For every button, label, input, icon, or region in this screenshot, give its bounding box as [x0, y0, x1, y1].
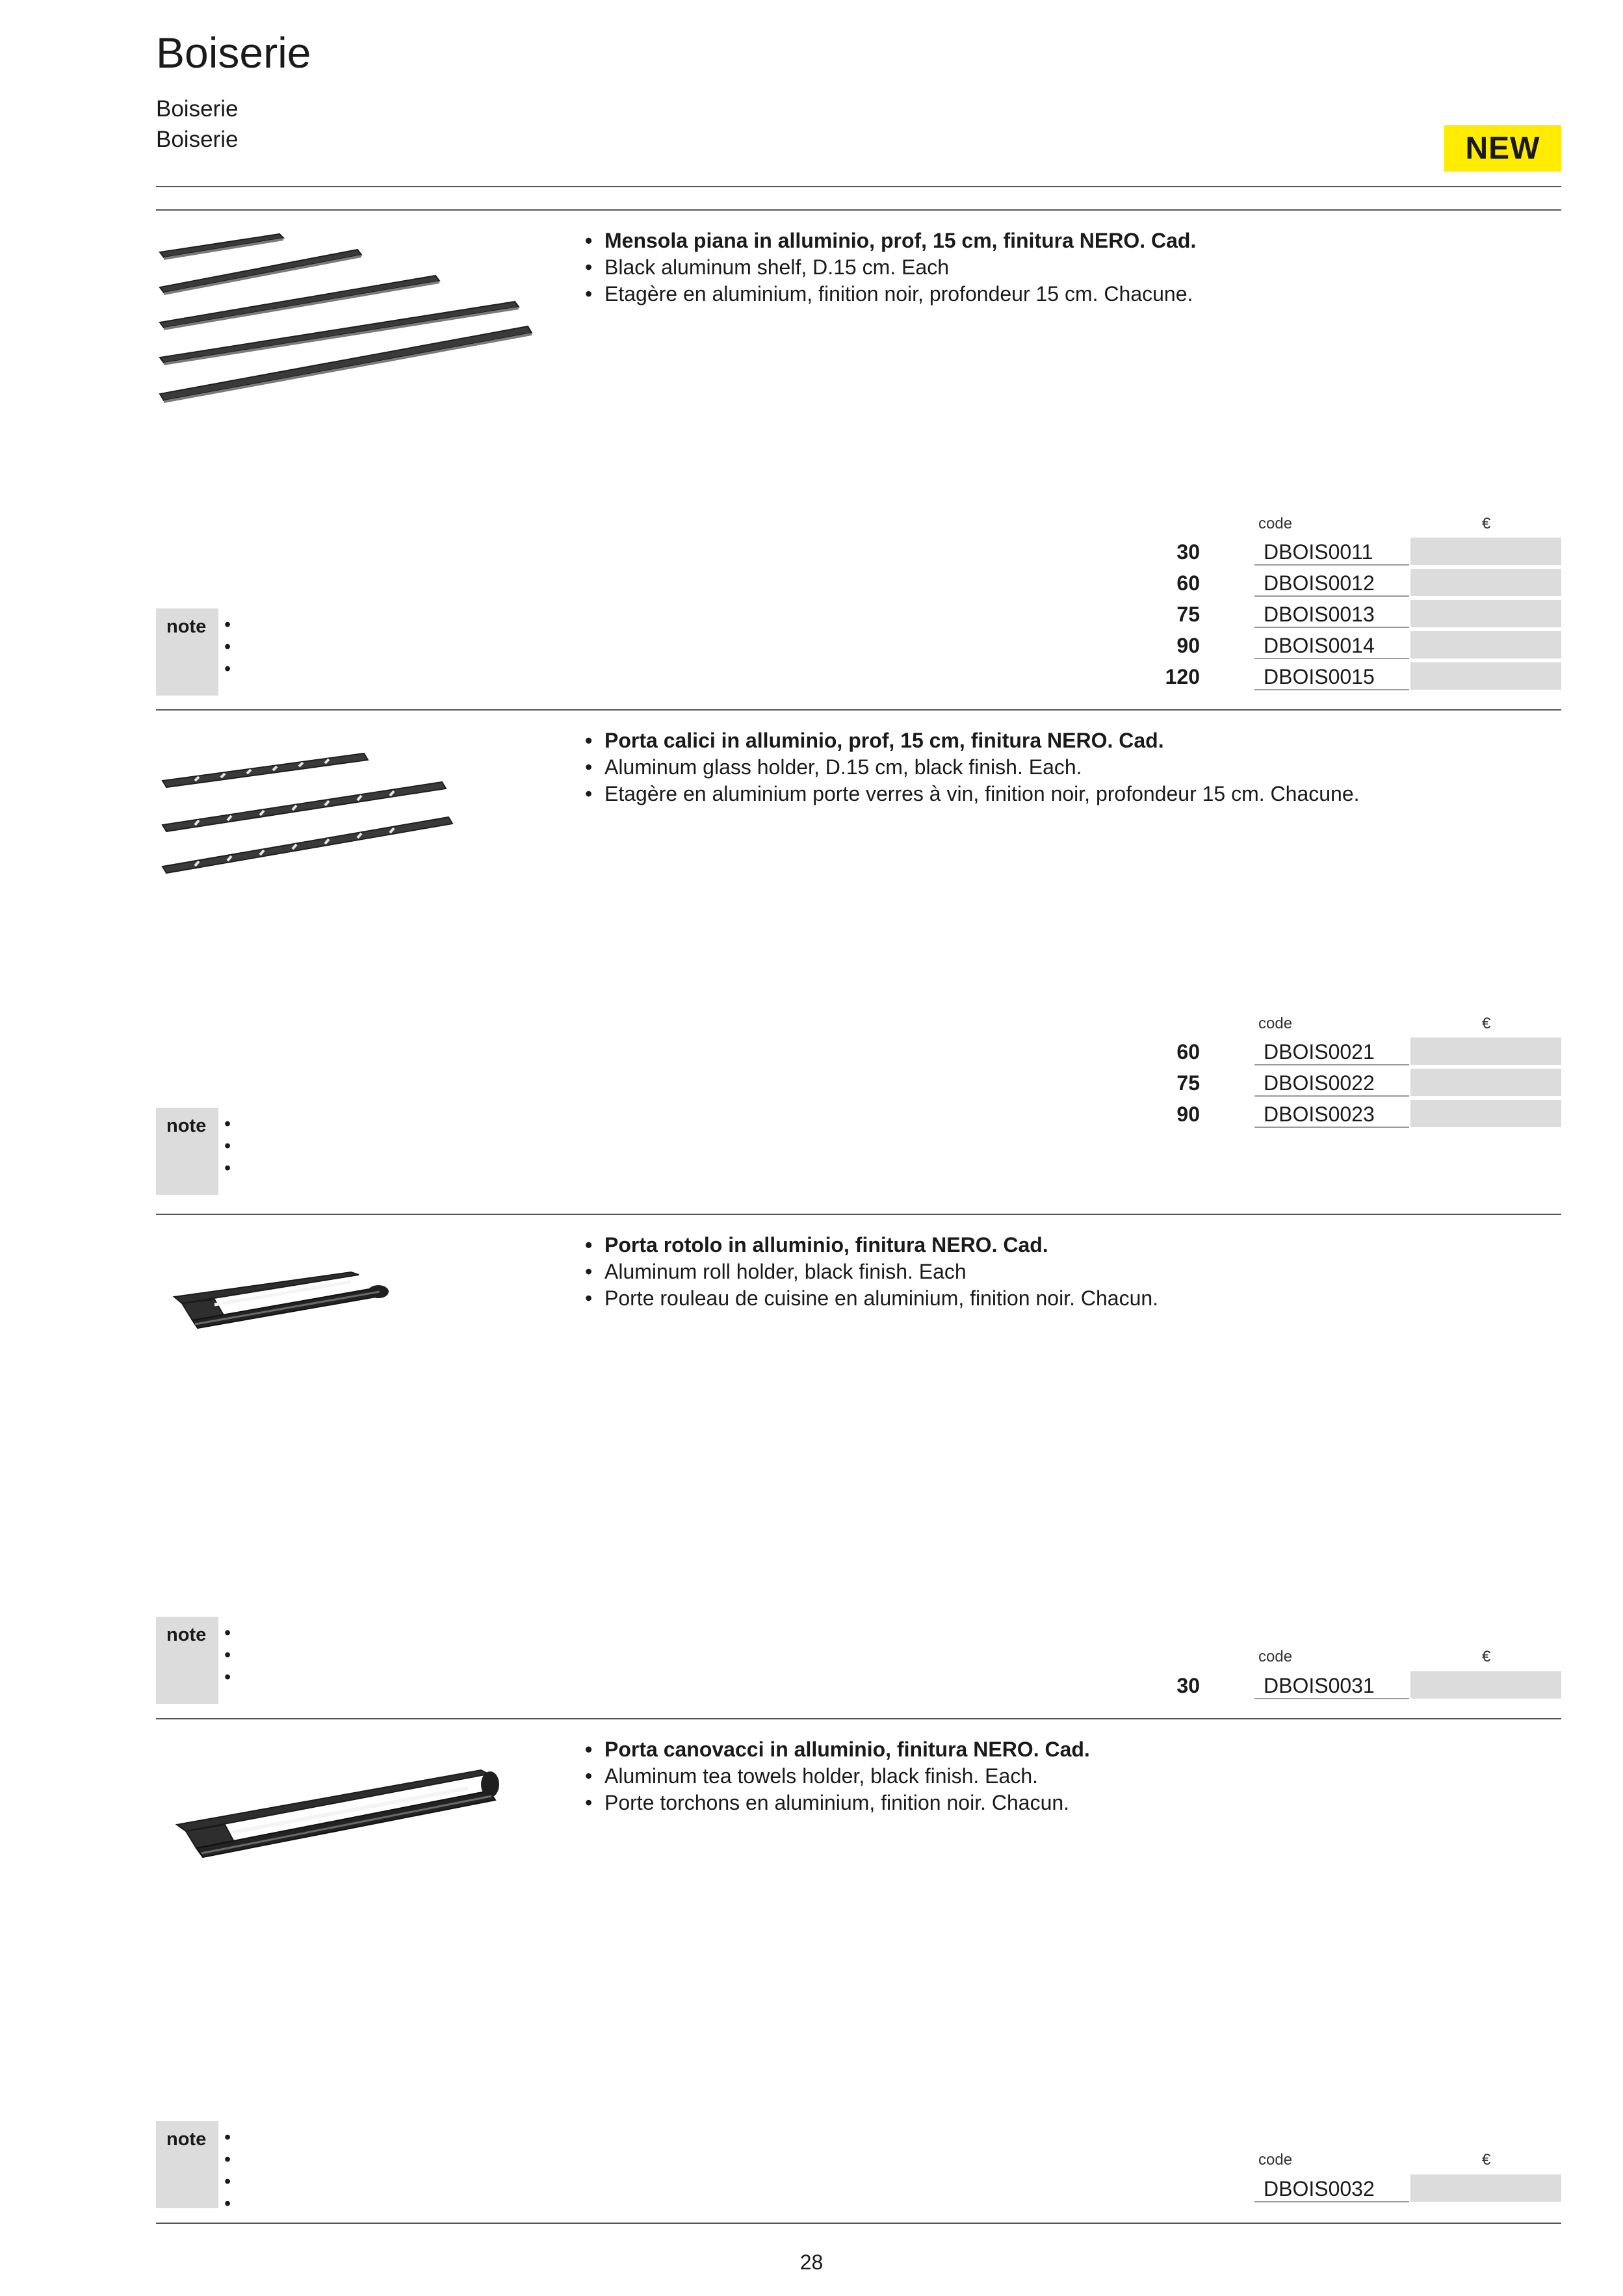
code-header: code [1258, 2151, 1293, 2169]
new-badge: NEW [1444, 125, 1561, 172]
description-line-it: • Porta rotolo in alluminio, finitura NERO. Cad. [585, 1233, 1048, 1257]
product-code: DBOIS0032 [1254, 2173, 1409, 2202]
footer-divider [156, 2223, 1561, 2224]
section-divider-3 [156, 1214, 1561, 1215]
size-value: 30 [1176, 1674, 1200, 1697]
table-row [1157, 2173, 1561, 2204]
section-divider-2 [156, 709, 1561, 711]
product-code: DBOIS0011 [1254, 536, 1409, 566]
code-header: code [1258, 515, 1293, 532]
product-description-4 [585, 1736, 1495, 1816]
product-code: DBOIS0022 [1254, 1067, 1409, 1097]
size-value: 120 [1165, 665, 1200, 688]
description-line-fr: • Porte torchons en aluminium, finition noir. Chacun. [585, 1791, 1070, 1814]
price-cell [1410, 600, 1561, 627]
table-row [1157, 630, 1561, 660]
product-code: DBOIS0031 [1254, 1670, 1409, 1699]
note-box: note [156, 1617, 218, 1704]
note-bullets: • • • [224, 614, 231, 679]
size-value: 60 [1176, 1040, 1200, 1063]
price-cell [1410, 1671, 1561, 1699]
description-line-it: • Mensola piana in alluminio, prof, 15 cm, finitura NERO. Cad. [585, 229, 1197, 252]
price-cell [1410, 569, 1561, 596]
code-header: code [1258, 1015, 1293, 1032]
page-subtitle-fr: Boiserie [156, 127, 239, 152]
page-title: Boiserie [156, 29, 311, 77]
table-row [1157, 567, 1561, 598]
price-header: € [1482, 515, 1491, 532]
description-line-en: • Aluminum glass holder, D.15 cm, black finish. Each. [585, 755, 1082, 779]
page-subtitle-en: Boiserie [156, 96, 239, 122]
size-value: 75 [1176, 603, 1200, 626]
note-bullets: • • • [224, 1114, 231, 1179]
note-bullets: • • • • [224, 2127, 231, 2214]
size-value: 30 [1176, 540, 1200, 564]
product-code: DBOIS0012 [1254, 567, 1409, 597]
description-line-fr: • Etagère en aluminium porte verres à vin, finition noir, profondeur 15 cm. Chacune. [585, 782, 1360, 805]
product-code: DBOIS0015 [1254, 661, 1409, 690]
description-line-en: • Aluminum roll holder, black finish. Each [585, 1260, 967, 1283]
product-code: DBOIS0021 [1254, 1036, 1409, 1065]
size-value: 90 [1176, 634, 1200, 657]
product-code: DBOIS0013 [1254, 599, 1409, 628]
description-line-en: • Aluminum tea towels holder, black finish. Each. [585, 1764, 1038, 1788]
size-value: 90 [1176, 1102, 1200, 1126]
price-cell [1410, 1100, 1561, 1127]
note-box: note [156, 1108, 218, 1195]
product-description-1 [585, 228, 1495, 307]
price-cell [1410, 1069, 1561, 1096]
product-description-3 [585, 1232, 1495, 1312]
table-row [1157, 1036, 1561, 1067]
description-line-it: • Porta canovacci in alluminio, finitura NERO. Cad. [585, 1738, 1090, 1761]
price-cell [1410, 662, 1561, 690]
table-row [1157, 536, 1561, 567]
product-code: DBOIS0014 [1254, 630, 1409, 659]
table-row [1157, 1099, 1561, 1129]
price-header: € [1482, 2151, 1491, 2169]
note-box: note [156, 608, 218, 696]
header-divider [156, 186, 1561, 187]
price-header: € [1482, 1015, 1491, 1032]
price-cell [1410, 2174, 1561, 2202]
description-line-fr: • Porte rouleau de cuisine en aluminium, finition noir. Chacun. [585, 1286, 1159, 1310]
code-header: code [1258, 1648, 1293, 1665]
page-number: 28 [799, 2250, 824, 2274]
note-bullets: • • • [224, 1623, 231, 1688]
table-row [1157, 1067, 1561, 1098]
table-row [1157, 599, 1561, 629]
size-value: 75 [1176, 1071, 1200, 1095]
table-row [1157, 661, 1561, 692]
size-value: 60 [1176, 571, 1200, 595]
product-description-2 [585, 727, 1495, 807]
product-code: DBOIS0023 [1254, 1099, 1409, 1128]
price-cell [1410, 538, 1561, 565]
price-header: € [1482, 1648, 1491, 1665]
description-line-en: • Black aluminum shelf, D.15 cm. Each [585, 255, 949, 279]
price-cell [1410, 1037, 1561, 1065]
glass-holder-image [156, 729, 533, 878]
description-line-it: • Porta calici in alluminio, prof, 15 cm, finitura NERO. Cad. [585, 729, 1164, 752]
towel-holder-image [156, 1744, 533, 1887]
roll-holder-image [156, 1246, 533, 1363]
section-divider-4 [156, 1718, 1561, 1719]
price-cell [1410, 631, 1561, 659]
note-box: note [156, 2121, 218, 2208]
description-line-fr: • Etagère en aluminium, finition noir, profondeur 15 cm. Chacune. [585, 282, 1193, 306]
table-row [1157, 1670, 1561, 1701]
section-divider-1 [156, 209, 1561, 211]
flat-shelf-image [156, 229, 533, 430]
